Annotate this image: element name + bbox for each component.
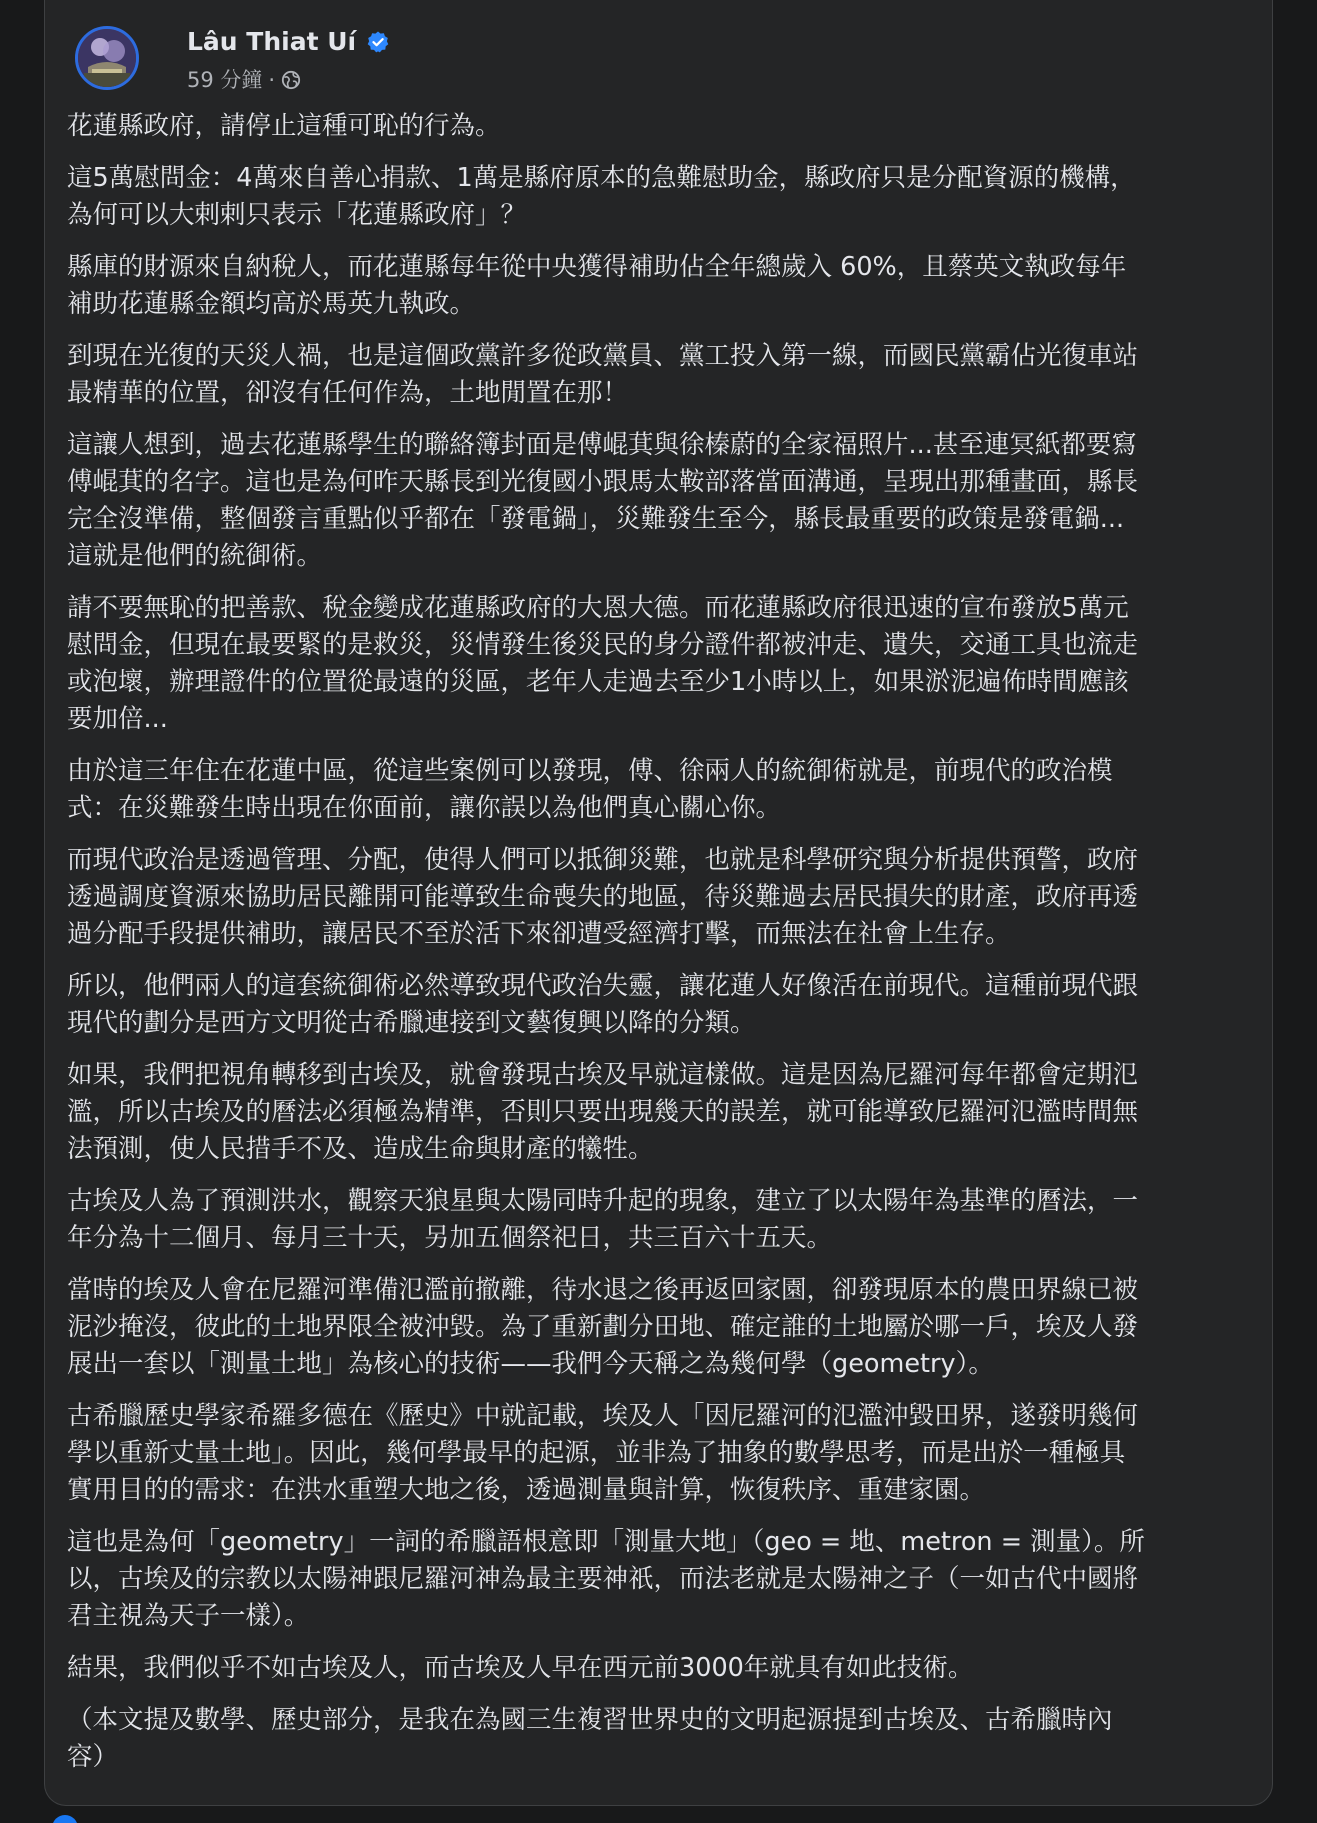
post-body — [67, 108, 1257, 1791]
verified-badge-icon — [366, 30, 390, 54]
post-paragraph: 縣庫的財源來自納稅人，而花蓮縣每年從中央獲得補助佔全年總歲入 60%，且蔡英文執政每年 補助花蓮縣金額均高於馬英九執政。 — [67, 252, 1127, 319]
post-paragraph: 由於這三年住在花蓮中區，從這些案例可以發現，傅、徐兩人的統御術就是，前現代的政治模 式：在災難發生時出現在你面前，讓你誤以為他們真心關心你。 — [67, 756, 1113, 823]
post-paragraph: 古希臘歷史學家希羅多德在《歷史》中就記載，埃及人「因尼羅河的氾濫沖毀田界，遂發明幾何 學以重新丈量土地」。因此，幾何學最早的起源，並非為了抽象的數學思考，而是出於一種極具 實用目的的需求：在洪水重塑大地之後，透過測量與計算，恢復秩序、重建家園。 — [67, 1401, 1139, 1505]
meta-separator: · — [268, 68, 276, 92]
post-paragraph: 這讓人想到，過去花蓮縣學生的聯絡簿封面是傅崐萁與徐榛蔚的全家福照片...甚至連冥紙都要寫 傅崐萁的名字。這也是為何昨天縣長到光復國小跟馬太鞍部落當面溝通，呈現出那種畫面，縣長 完全沒準備，整個發言重點似乎都在「發電鍋」，災難發生至今，縣長最重要的政策是發電鍋... 這就是他們的統御術。 — [67, 430, 1139, 571]
post-paragraph: 到現在光復的天災人禍，也是這個政黨許多從政黨員、黨工投入第一線，而國民黨霸佔光復車站 最精華的位置，卻沒有任何作為，土地閒置在那！ — [67, 341, 1139, 408]
post-paragraph: 而現代政治是透過管理、分配，使得人們可以抵御災難，也就是科學研究與分析提供預警，政府 透過調度資源來協助居民離開可能導致生命喪失的地區，待災難過去居民損失的財產，政府再透 過分配手段提供補助，讓居民不至於活下來卻遭受經濟打擊，而無法在社會上生存。 — [67, 845, 1139, 949]
post-paragraph: 花蓮縣政府，請停止這種可恥的行為。 — [67, 111, 501, 141]
post-paragraph: 這也是為何「geometry」一詞的希臘語根意即「測量大地」（geo = 地、metron = 測量）。所 以，古埃及的宗教以太陽神跟尼羅河神為最主要神祇，而法老就是太陽神之子（一如古代中國將 君主視為天子一樣）。 — [67, 1527, 1145, 1631]
reaction-icon[interactable] — [52, 1815, 78, 1823]
post-meta — [187, 66, 301, 94]
post-paragraph: 古埃及人為了預測洪水，觀察天狼星與太陽同時升起的現象，建立了以太陽年為基準的曆法，一 年分為十二個月、每月三十天，另加五個祭祀日，共三百六十五天。 — [67, 1186, 1139, 1253]
avatar-image — [78, 29, 136, 87]
post-paragraph: 當時的埃及人會在尼羅河準備氾濫前撤離，待水退之後再返回家園，卻發現原本的農田界線已被 泥沙掩沒，彼此的土地界限全被沖毀。為了重新劃分田地、確定誰的土地屬於哪一戶，埃及人發 展出一套以「測量土地」為核心的技術——我們今天稱之為幾何學（geometry）。 — [67, 1275, 1139, 1379]
post-paragraph: 請不要無恥的把善款、稅金變成花蓮縣政府的大恩大德。而花蓮縣政府很迅速的宣布發放5萬元 慰問金，但現在最要緊的是救災，災情發生後災民的身分證件都被沖走、遺失，交通工具也流走 或泡壞，辦理證件的位置從最遠的災區，老年人走過去至少1小時以上，如果淤泥遍佈時間應該 要加倍... — [67, 593, 1139, 734]
author-name[interactable]: Lâu Thiat Uí — [187, 27, 357, 56]
post-time[interactable]: 59 分鐘 — [187, 68, 263, 92]
author-row — [187, 26, 390, 58]
post-paragraph: 所以，他們兩人的這套統御術必然導致現代政治失靈，讓花蓮人好像活在前現代。這種前現代跟 現代的劃分是西方文明從古希臘連接到文藝復興以降的分類。 — [67, 971, 1139, 1038]
post-card — [44, 0, 1273, 1806]
avatar[interactable] — [75, 26, 139, 90]
post-paragraph: 這5萬慰問金：4萬來自善心捐款、1萬是縣府原本的急難慰助金，縣政府只是分配資源的機構， 為何可以大剌剌只表示「花蓮縣政府」？ — [67, 163, 1136, 230]
post-paragraph: 如果，我們把視角轉移到古埃及，就會發現古埃及早就這樣做。這是因為尼羅河每年都會定期氾 濫，所以古埃及的曆法必須極為精準，否則只要出現幾天的誤差，就可能導致尼羅河氾濫時間無 法預測，使人民措手不及、造成生命與財產的犧牲。 — [67, 1060, 1139, 1164]
post-paragraph: （本文提及數學、歷史部分，是我在為國三生複習世界史的文明起源提到古埃及、古希臘時內 容） — [67, 1705, 1113, 1772]
globe-icon[interactable] — [281, 70, 301, 90]
post-paragraph: 結果，我們似乎不如古埃及人，而古埃及人早在西元前3000年就具有如此技術。 — [67, 1653, 974, 1683]
